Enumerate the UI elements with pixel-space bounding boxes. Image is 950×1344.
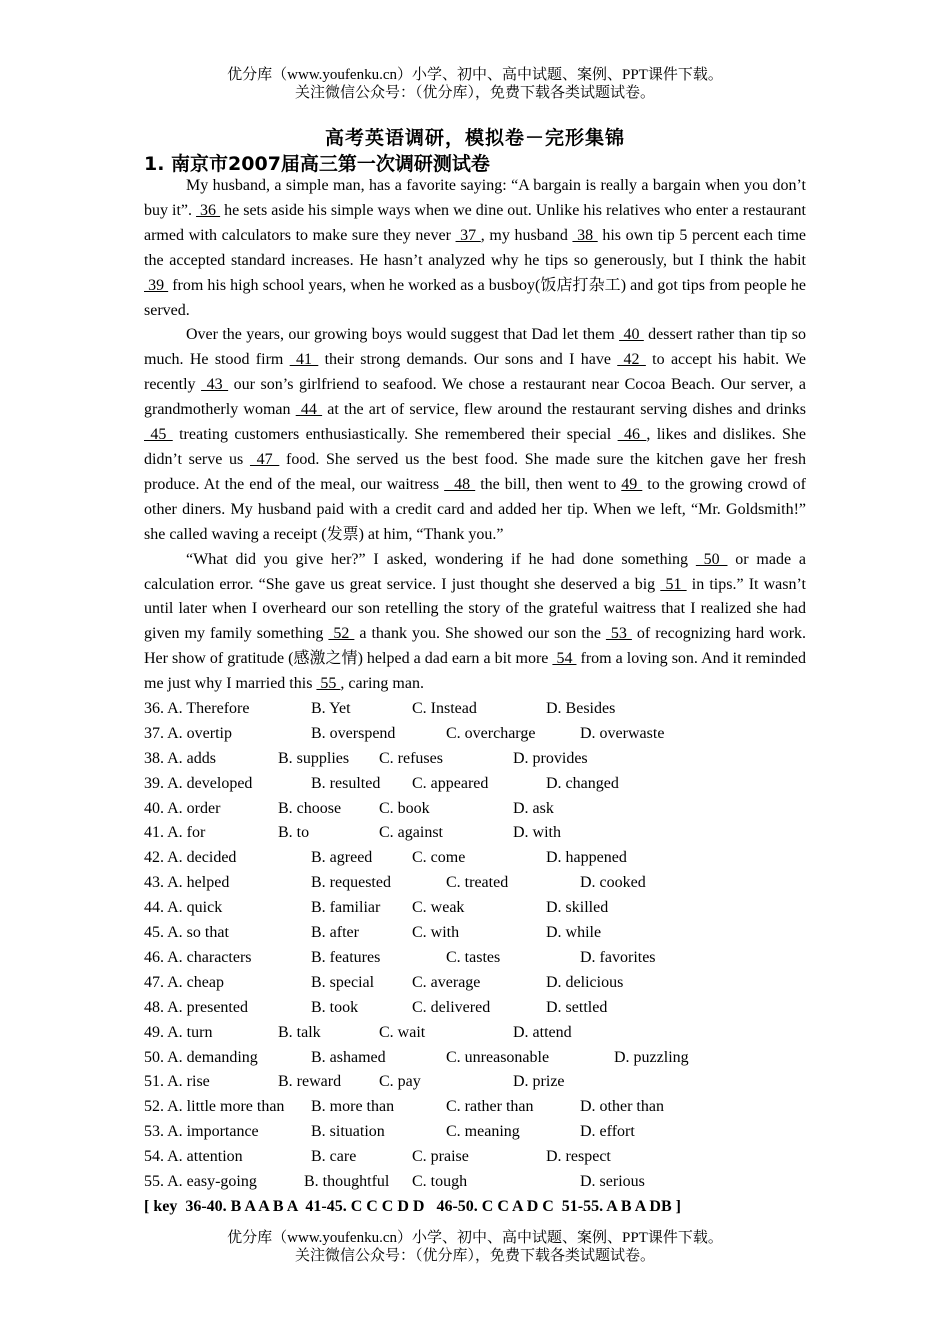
option-c: C. praise — [412, 1148, 469, 1166]
answer-blank: 39 — [144, 276, 169, 294]
question-row — [144, 1095, 806, 1120]
option-a: 55. A. easy-going — [144, 1172, 257, 1190]
answer-blank: 40 — [619, 326, 644, 344]
option-b: B. overspend — [311, 724, 396, 742]
answer-blank: 38 — [572, 226, 598, 244]
option-c: C. appeared — [412, 774, 489, 792]
option-b: B. choose — [278, 799, 342, 817]
question-row — [144, 821, 806, 846]
question-row — [144, 772, 806, 797]
answer-blank: 53 — [605, 625, 632, 643]
question-row — [144, 722, 806, 747]
option-b: B. Yet — [311, 700, 351, 718]
option-d: D. other than — [580, 1098, 664, 1116]
option-c: C. delivered — [412, 998, 491, 1016]
option-b: B. more than — [311, 1098, 395, 1116]
option-d: D. serious — [580, 1172, 645, 1190]
option-a: 40. A. order — [144, 799, 221, 817]
option-c: C. meaning — [446, 1123, 520, 1141]
passage-text: he sets aside his simple ways when we dine out. Unlike his relatives who enter a restaurant armed with calculators to make sure they never — [144, 201, 807, 244]
answer-blank: 52 — [328, 625, 355, 643]
option-b: B. resulted — [311, 774, 381, 792]
option-c: C. come — [412, 849, 466, 867]
passage-text: of recognizing hard work. Her show of gratitude (感激之情) helped a dad earn a bit more — [144, 625, 807, 668]
answer-blank: 44 — [295, 401, 323, 419]
passage-text: , caring man. — [340, 675, 424, 693]
option-b: B. agreed — [311, 849, 373, 867]
passage-text: to accept his habit. We recently — [144, 351, 807, 394]
option-a: 41. A. for — [144, 824, 206, 842]
answer-blank: 37 — [455, 226, 481, 244]
question-row — [144, 971, 806, 996]
option-b: B. talk — [278, 1023, 321, 1041]
passage-text: from a loving son. And it reminded me just why I married this — [144, 650, 806, 693]
question-row — [144, 1021, 806, 1046]
passage-text: at the art of service, flew around the restaurant serving dishes and drinks — [322, 401, 807, 419]
option-c: C. rather than — [446, 1098, 534, 1116]
answer-blank: 46 — [617, 426, 647, 444]
document-body — [144, 174, 806, 1220]
option-d: D. with — [513, 824, 561, 842]
answer-blank: 50 — [695, 550, 728, 568]
passage-text: a thank you. She showed our son the — [354, 625, 606, 643]
option-c: C. refuses — [379, 749, 443, 767]
option-d: D. provides — [513, 749, 588, 767]
header-line-2: 关注微信公众号：（优分库），免费下载各类试题试卷。 — [294, 85, 655, 101]
option-c: C. overcharge — [446, 724, 536, 742]
option-c: C. Instead — [412, 700, 477, 718]
option-c: C. treated — [446, 874, 509, 892]
option-a: 52. A. little more than — [144, 1098, 285, 1116]
option-d: D. overwaste — [580, 724, 665, 742]
option-d: D. skilled — [546, 899, 609, 917]
option-b: B. situation — [311, 1123, 385, 1141]
question-row — [144, 747, 806, 772]
passage-text: My husband, a simple man, has a favorite saying: “A bargain is really a bargain when you don’t buy it”. — [144, 177, 806, 219]
option-b: B. care — [311, 1148, 357, 1166]
option-d: D. attend — [513, 1023, 572, 1041]
question-row — [144, 1170, 806, 1195]
option-a: 42. A. decided — [144, 849, 237, 867]
option-a: 47. A. cheap — [144, 973, 224, 991]
page-header — [0, 66, 950, 102]
option-c: C. tastes — [446, 948, 501, 966]
option-d: D. Besides — [546, 700, 616, 718]
passage-text: or made a calculation error. “She gave us great service. I just thought she deserved a big — [144, 550, 806, 593]
answer-blank: 41 — [289, 351, 319, 369]
passage-text: to the growing crowd of other diners. My husband paid with a credit card and added her tip. When we left, “Mr. Goldsmith!” she called waving a receipt (发票) at him, “Thank you.” — [144, 475, 806, 543]
passage-text: from his high school years, when he worked as a busboy(饭店打杂工) and got tips from people he served. — [144, 276, 806, 319]
option-d: D. while — [546, 924, 602, 942]
page-footer — [0, 1229, 950, 1265]
option-d: D. cooked — [580, 874, 646, 892]
option-a: 51. A. rise — [144, 1073, 210, 1091]
option-b: B. requested — [311, 874, 391, 892]
question-row — [144, 921, 806, 946]
question-row — [144, 846, 806, 871]
option-c: C. weak — [412, 899, 465, 917]
section-title: 1. 南京市2007届高三第一次调研测试卷 — [144, 153, 490, 175]
answer-key: [ key 36-40. B A A B A 41-45. C C C D D 46-50. C C A D C 51-55. A B A DB ] — [144, 1197, 681, 1215]
option-c: C. with — [412, 924, 460, 942]
option-d: D. favorites — [580, 948, 656, 966]
answer-blank: 48 — [444, 475, 476, 493]
question-row — [144, 797, 806, 822]
option-c: C. against — [379, 824, 443, 842]
answer-blank: 54 — [552, 650, 577, 668]
option-b: B. after — [311, 924, 359, 942]
option-a: 45. A. so that — [144, 924, 229, 942]
question-row — [144, 996, 806, 1021]
option-c: C. tough — [412, 1172, 468, 1190]
answer-blank: 55 — [316, 675, 341, 693]
option-c: C. wait — [379, 1023, 426, 1041]
option-b: B. supplies — [278, 749, 350, 767]
question-row — [144, 946, 806, 971]
passage-paragraph-2 — [144, 323, 806, 547]
question-row — [144, 1046, 806, 1071]
option-b: B. took — [311, 998, 359, 1016]
option-d: D. settled — [546, 998, 608, 1016]
passage-text: “What did you give her?” I asked, wondering if he had done something — [186, 550, 696, 568]
question-list — [144, 697, 806, 1195]
option-d: D. effort — [580, 1123, 635, 1141]
option-c: C. pay — [379, 1073, 421, 1091]
passage-text: our son’s girlfriend to seafood. We chose a restaurant near Cocoa Beach. Our server, a grandmotherly woman — [144, 376, 806, 419]
option-b: B. reward — [278, 1073, 342, 1091]
passage-text: treating customers enthusiastically. She remembered their special — [172, 426, 618, 444]
option-d: D. ask — [513, 799, 554, 817]
option-a: 49. A. turn — [144, 1023, 213, 1041]
option-a: 53. A. importance — [144, 1123, 259, 1141]
question-row — [144, 1145, 806, 1170]
passage-paragraph-1 — [144, 174, 806, 323]
header-line-1: 优分库（www.youfenku.cn）小学、初中、高中试题、案例、PPT课件下载。 — [227, 67, 723, 83]
option-a: 38. A. adds — [144, 749, 216, 767]
option-c: C. unreasonable — [446, 1048, 550, 1066]
footer-line-2: 关注微信公众号：（优分库），免费下载各类试题试卷。 — [294, 1248, 655, 1264]
option-c: C. average — [412, 973, 481, 991]
passage-text: their strong demands. Our sons and I have — [318, 351, 618, 369]
question-row — [144, 871, 806, 896]
answer-blank: 43 — [201, 376, 229, 394]
footer-line-1: 优分库（www.youfenku.cn）小学、初中、高中试题、案例、PPT课件下载。 — [227, 1230, 723, 1246]
option-a: 43. A. helped — [144, 874, 230, 892]
answer-blank: 51 — [660, 575, 687, 593]
option-a: 54. A. attention — [144, 1148, 243, 1166]
option-b: B. to — [278, 824, 310, 842]
passage-text: the bill, then went to — [475, 475, 622, 493]
passage-text: his own tip 5 percent each time the accepted standard increases. He hasn’t analyzed why he tips so generously, but I think the habit — [144, 226, 807, 269]
passage-text: in tips.” It wasn’t until later when I overheard our son retelling the story of the grateful waitress that I realized she had given my family something — [144, 575, 806, 643]
question-row — [144, 1120, 806, 1145]
option-a: 44. A. quick — [144, 899, 223, 917]
option-a: 48. A. presented — [144, 998, 248, 1016]
question-row — [144, 1070, 806, 1095]
option-d: D. changed — [546, 774, 619, 792]
question-row — [144, 896, 806, 921]
answer-blank: 45 — [144, 426, 173, 444]
passage-paragraph-3 — [144, 548, 806, 697]
passage-text: , my husband — [480, 226, 573, 244]
passage-text: dessert rather than tip so much. He stood firm — [144, 326, 806, 369]
option-d: D. puzzling — [614, 1048, 689, 1066]
passage-text: Over the years, our growing boys would suggest that Dad let them — [186, 326, 620, 344]
option-b: B. thoughtful — [304, 1172, 390, 1190]
option-d: D. happened — [546, 849, 627, 867]
answer-blank: 47 — [249, 450, 280, 468]
option-a: 37. A. overtip — [144, 724, 232, 742]
option-a: 39. A. developed — [144, 774, 253, 792]
passage-text: food. She served us the best food. She made sure the kitchen gave her fresh produce. At the end of the meal, our waitress — [144, 450, 806, 493]
option-a: 46. A. characters — [144, 948, 252, 966]
answer-blank: 42 — [617, 351, 646, 369]
answer-blank: 49 — [621, 475, 643, 493]
document-title: 高考英语调研，模拟卷－完形集锦 — [324, 127, 625, 149]
passage-text: , likes and dislikes. She didn’t serve us — [144, 426, 806, 468]
option-d: D. prize — [513, 1073, 565, 1091]
option-b: B. ashamed — [311, 1048, 386, 1066]
option-b: B. special — [311, 973, 375, 991]
option-d: D. delicious — [546, 973, 624, 991]
option-a: 36. A. Therefore — [144, 700, 250, 718]
option-d: D. respect — [546, 1148, 611, 1166]
answer-blank: 36 — [196, 201, 221, 219]
option-c: C. book — [379, 799, 430, 817]
option-b: B. features — [311, 948, 381, 966]
option-b: B. familiar — [311, 899, 381, 917]
question-row — [144, 697, 806, 722]
option-a: 50. A. demanding — [144, 1048, 258, 1066]
